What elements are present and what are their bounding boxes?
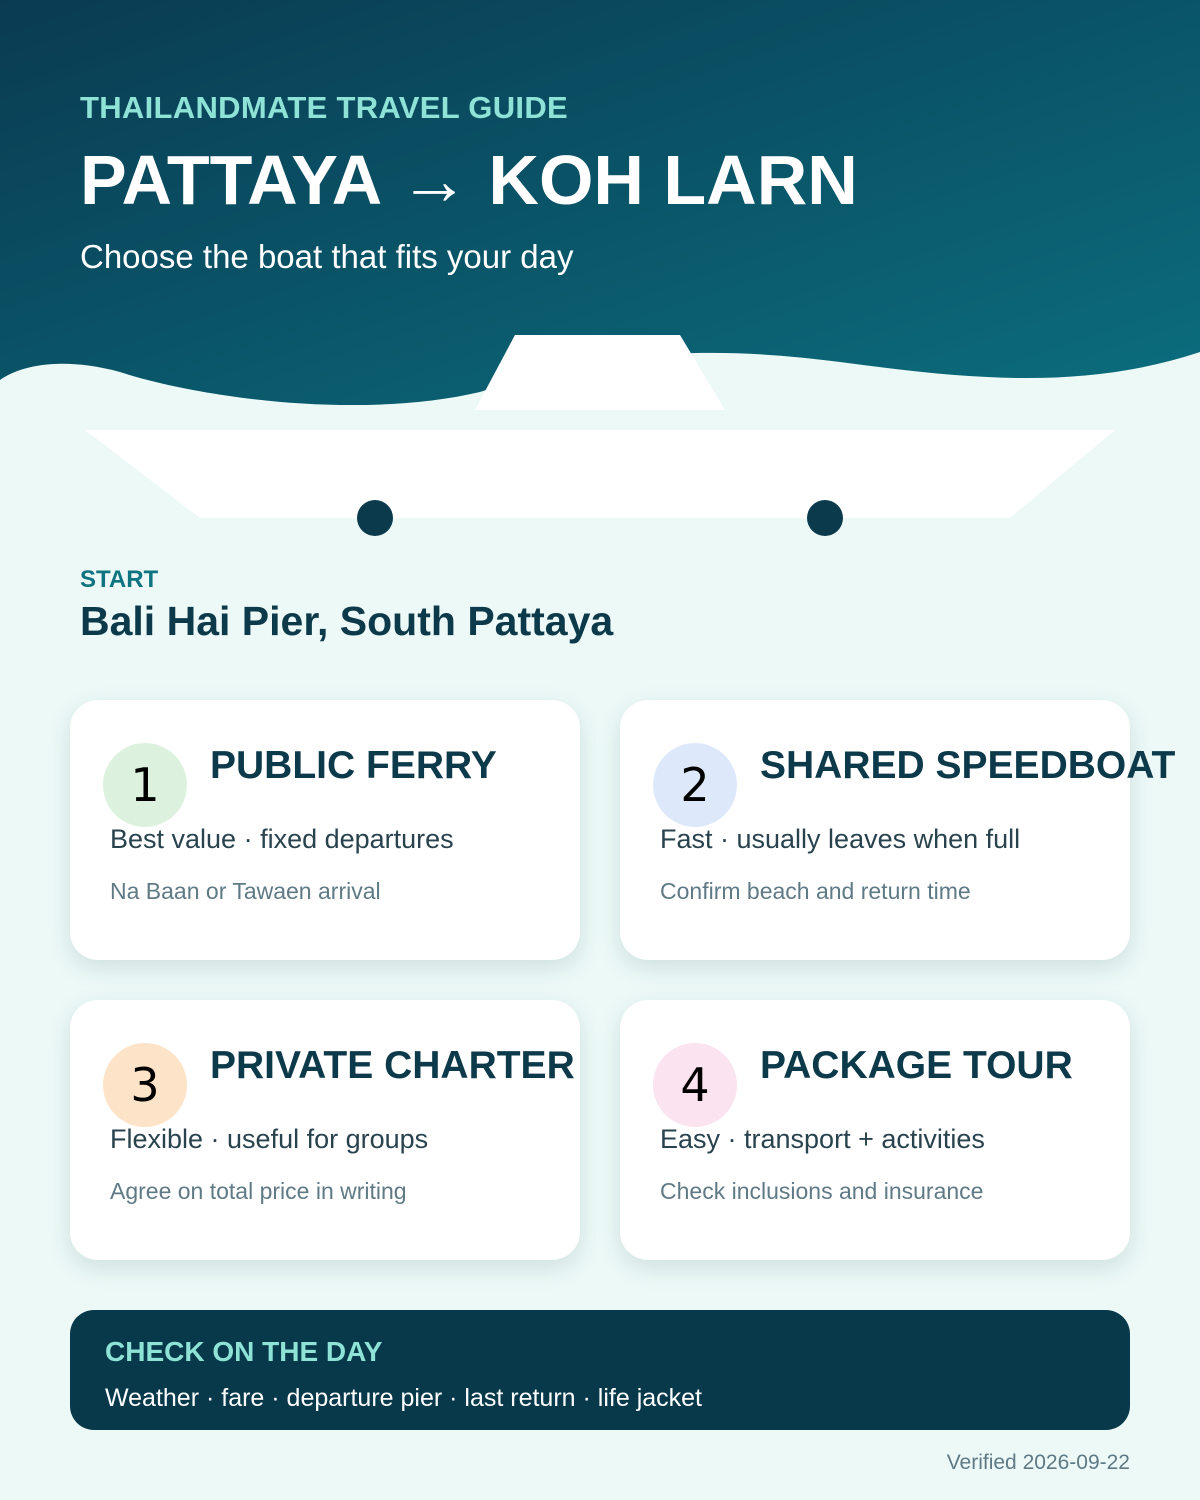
option-description: Fast · usually leaves when full <box>660 824 1021 854</box>
start-label: START <box>80 566 159 593</box>
checklist-title: CHECK ON THE DAY <box>105 1336 383 1367</box>
page-subtitle: Choose the boat that fits your day <box>80 238 574 275</box>
option-description: Flexible · useful for groups <box>110 1124 429 1154</box>
option-number-badge: 3 <box>103 1043 187 1127</box>
option-note: Confirm beach and return time <box>660 878 971 904</box>
option-title: PRIVATE CHARTER <box>210 1044 575 1087</box>
check-on-the-day-banner <box>70 1310 1130 1430</box>
option-number-badge: 2 <box>653 743 737 827</box>
verified-date: Verified 2026-09-22 <box>946 1451 1130 1474</box>
option-card-private-charter <box>70 1000 580 1260</box>
option-card-shared-speedboat <box>620 700 1176 960</box>
option-description: Best value · fixed departures <box>110 824 454 854</box>
option-title: PACKAGE TOUR <box>760 1044 1073 1087</box>
option-note: Check inclusions and insurance <box>660 1178 984 1204</box>
option-title: PUBLIC FERRY <box>210 744 497 787</box>
option-card-package-tour <box>620 1000 1130 1260</box>
page-title: PATTAYA → KOH LARN <box>80 141 858 219</box>
option-description: Easy · transport + activities <box>660 1124 985 1154</box>
option-note: Na Baan or Tawaen arrival <box>110 878 381 904</box>
option-title: SHARED SPEEDBOAT <box>760 744 1176 787</box>
option-number-badge: 4 <box>653 1043 737 1127</box>
option-card-public-ferry <box>70 700 580 960</box>
boat-porthole-left <box>357 500 393 536</box>
boat-porthole-right <box>807 500 843 536</box>
option-note: Agree on total price in writing <box>110 1178 407 1204</box>
option-number-badge: 1 <box>103 743 187 827</box>
start-place: Bali Hai Pier, South Pattaya <box>80 598 614 644</box>
checklist-items: Weather · fare · departure pier · last return · life jacket <box>105 1384 702 1412</box>
boat-cabin <box>475 335 725 410</box>
boat-hull <box>85 430 1115 518</box>
guide-eyebrow: THAILANDMATE TRAVEL GUIDE <box>80 90 568 125</box>
boat-illustration <box>0 320 1200 550</box>
